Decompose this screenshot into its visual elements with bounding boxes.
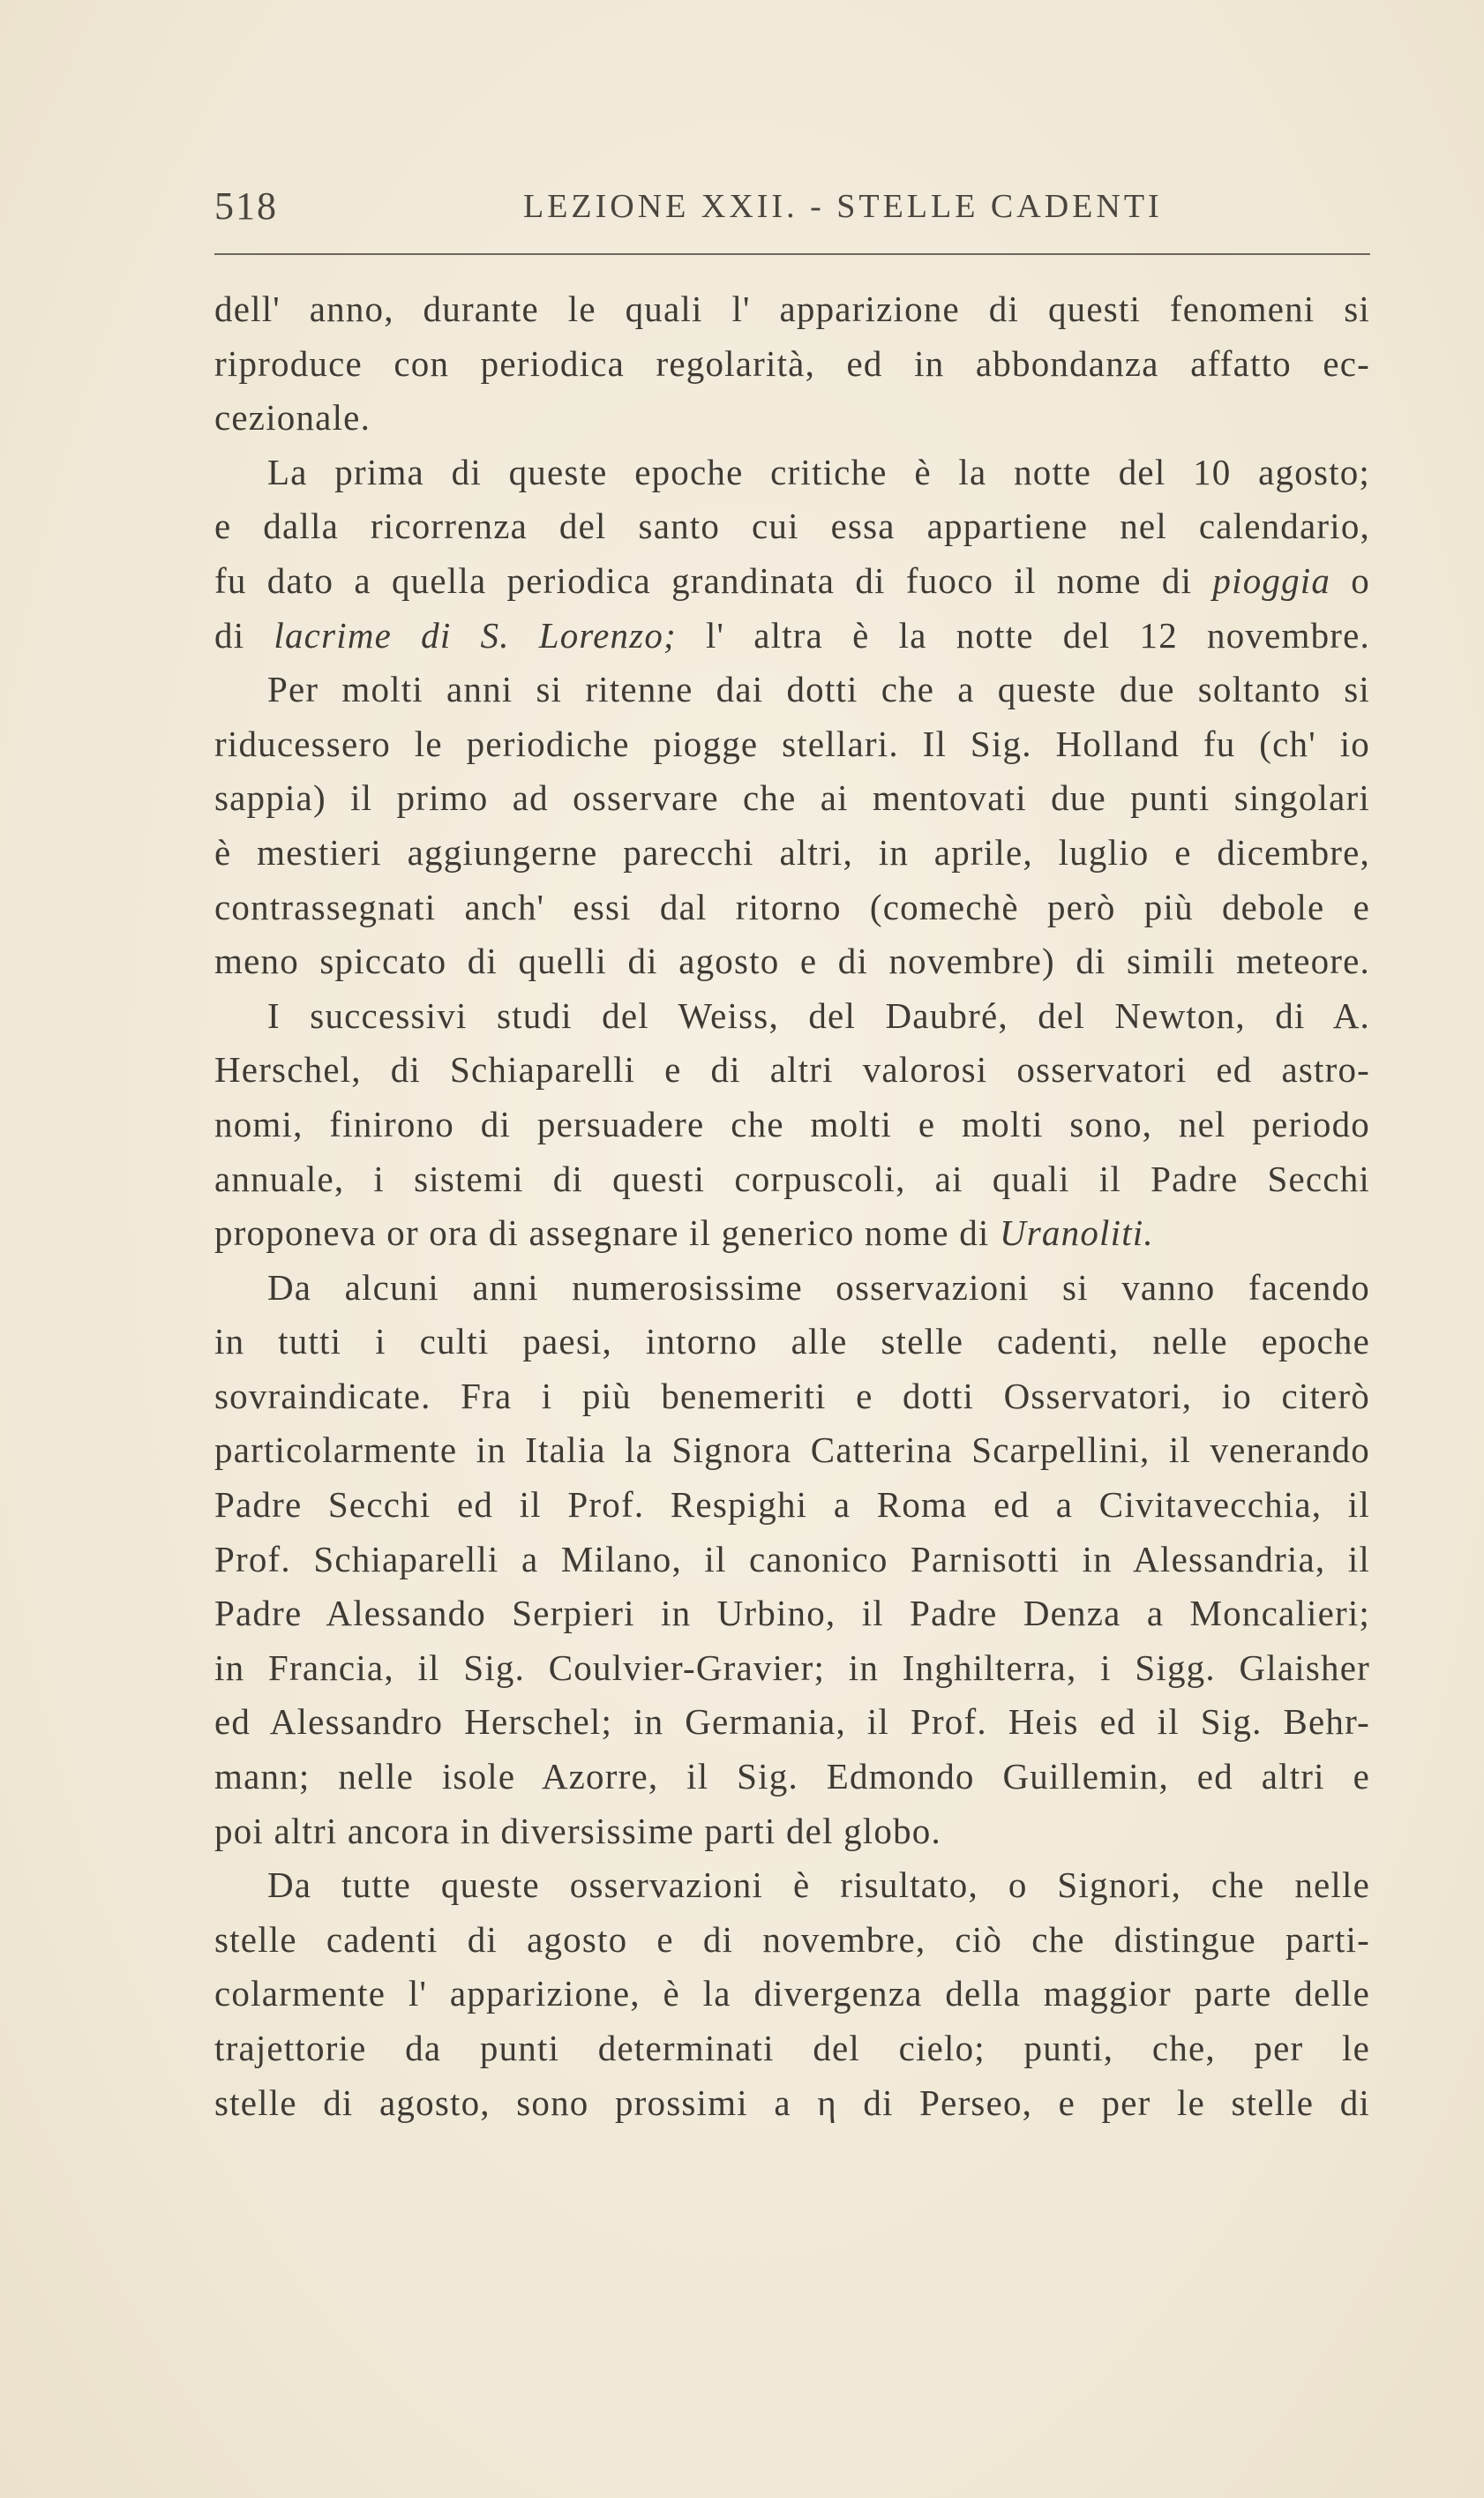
text-line: sovraindicate. Fra i più benemeriti e dotti Osservatori, io citerò: [214, 1375, 1370, 1416]
text-line: stelle di agosto, sono prossimi a η di Perseo, e per le stelle di: [214, 2082, 1370, 2123]
text-line: particolarmente in Italia la Signora Catterina Scarpellini, il venerando: [214, 1429, 1370, 1471]
text-line: è mestieri aggiungerne parecchi altri, in aprile, luglio e dicembre,: [214, 831, 1370, 873]
text-line: ed Alessandro Herschel; in Germania, il Prof. Heis ed il Sig. Behr-: [214, 1701, 1370, 1743]
text-line: mann; nelle isole Azorre, il Sig. Edmondo Guillemin, ed altri e: [214, 1756, 1370, 1797]
text-line: di lacrime di S. Lorenzo; l' altra è la notte del 12 novembre.: [214, 614, 1371, 656]
text-line: Prof. Schiaparelli a Milano, il canonico Parnisotti in Alessandria, il: [214, 1538, 1370, 1579]
text-line: trajettorie da punti determinati del cielo; punti, che, per le: [214, 2028, 1370, 2068]
text-line: cezionale.: [214, 397, 371, 439]
text-line: Da tutte queste osservazioni è risultato, o Signori, che nelle: [267, 1864, 1370, 1906]
body-text: [214, 282, 1370, 2130]
text-line: meno spiccato di quelli di agosto e di novembre) di simili meteore.: [214, 941, 1370, 982]
text-line: Padre Alessando Serpieri in Urbino, il Padre Denza a Moncalieri;: [214, 1593, 1370, 1634]
text-line: annuale, i sistemi di questi corpuscoli, ai quali il Padre Secchi: [214, 1158, 1370, 1199]
text-line: fu dato a quella periodica grandinata di fuoco il nome di pioggia o: [214, 559, 1371, 601]
text-line: proponeva or ora di assegnare il generico nome di Uranoliti.: [214, 1212, 1154, 1254]
page-number: 518: [214, 184, 278, 228]
header-rule: [214, 253, 1370, 255]
text-line: contrassegnati anch' essi dal ritorno (comechè però più debole e: [214, 886, 1370, 927]
text-line: sappia) il primo ad osservare che ai mentovati due punti singolari: [214, 777, 1370, 819]
text-line: I successivi studi del Weiss, del Daubré, del Newton, di A.: [267, 994, 1370, 1036]
text-line: Per molti anni si ritenne dai dotti che a queste due soltanto si: [267, 669, 1370, 710]
text-line: dell' anno, durante le quali l' apparizione di questi fenomeni si: [214, 289, 1370, 329]
text-line: e dalla ricorrenza del santo cui essa appartiene nel calendario,: [214, 506, 1370, 547]
running-title: LEZIONE XXII. - STELLE CADENTI: [523, 188, 1163, 225]
text-line: poi altri ancora in diversissime parti del globo.: [214, 1810, 941, 1851]
text-line: in Francia, il Sig. Coulvier-Gravier; in Inghilterra, i Sigg. Glaisher: [214, 1647, 1370, 1688]
text-line: colarmente l' apparizione, è la divergenza della maggior parte delle: [214, 1973, 1370, 2014]
page-header: [214, 184, 1359, 236]
text-line: Herschel, di Schiaparelli e di altri valorosi osservatori ed astro-: [214, 1049, 1370, 1091]
text-line: riducessero le periodiche piogge stellari. Il Sig. Holland fu (ch' io: [214, 723, 1370, 764]
text-line: riproduce con periodica regolarità, ed in abbondanza affatto ec-: [214, 342, 1370, 384]
text-line: Da alcuni anni numerosissime osservazioni si vanno facendo: [267, 1266, 1370, 1308]
text-line: in tutti i culti paesi, intorno alle stelle cadenti, nelle epoche: [214, 1321, 1370, 1362]
text-line: Padre Secchi ed il Prof. Respighi a Roma ed a Civitavecchia, il: [214, 1484, 1370, 1526]
text-line: nomi, finirono di persuadere che molti e molti sono, nel periodo: [214, 1103, 1370, 1144]
text-line: stelle cadenti di agosto e di novembre, ciò che distingue parti-: [214, 1918, 1370, 1960]
text-line: La prima di queste epoche critiche è la notte del 10 agosto;: [267, 451, 1370, 492]
